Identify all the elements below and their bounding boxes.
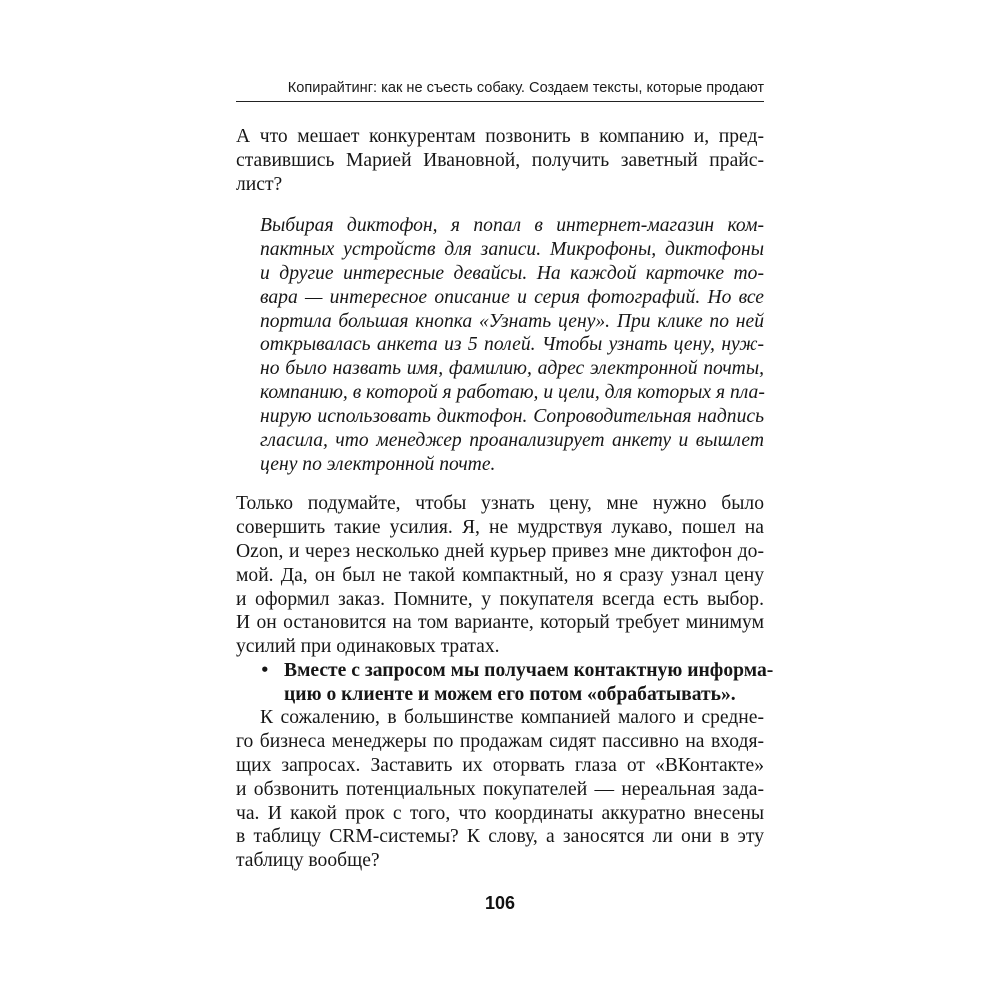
paragraph-3 [236, 706, 764, 873]
paragraph-line: совершить такие усилия. Я, не мудрствуя лукаво, пошел на [236, 516, 764, 538]
paragraph-line: го бизнеса менеджеры по продажам сидят пассивно на входя- [236, 730, 764, 752]
page-number: 106 [484, 893, 516, 913]
paragraph-line: в таблицу CRM-системы? К слову, а заносятся ли они в эту [236, 826, 764, 848]
paragraph-line: таблицу вообще? [236, 850, 380, 872]
paragraph-line: ставившись Марией Ивановной, получить заветный прайс- [236, 149, 764, 171]
quote-line: портила большая кнопка «Узнать цену». При клике по ней [260, 310, 764, 332]
bullet-line: Вместе с запросом мы получаем контактную информа- [284, 660, 774, 681]
bullet-dot-icon: • [260, 661, 270, 679]
quote-line: нирую использовать диктофон. Сопроводительная надпись [260, 406, 764, 428]
paragraph-line: А что мешает конкурентам позвонить в компанию и, пред- [236, 126, 764, 147]
paragraph-line: лист? [236, 173, 283, 195]
quote-line: Выбирая диктофон, я попал в интернет-магазин ком- [260, 215, 764, 236]
paragraph-line: Только подумайте, чтобы узнать цену, мне нужно было [236, 493, 764, 514]
paragraph-line: усилий при одинаковых тратах. [236, 636, 500, 658]
paragraph-line: мой. Да, он был не такой компактный, но я сразу узнал цену [236, 564, 764, 586]
header-rule [236, 101, 764, 102]
paragraph-line: и обзвонить потенциальных покупателей — нереальная зада- [236, 778, 764, 800]
paragraph-line: Ozon, и через несколько дней курьер привез мне диктофон до- [236, 540, 764, 562]
quote-line: и другие интересные девайсы. На каждой карточке то- [260, 262, 764, 284]
paragraph-line: щих запросах. Заставить их оторвать глаза от «ВКонтакте» [236, 754, 764, 776]
quote-line: пактных устройств для записи. Микрофоны, диктофоны [260, 238, 764, 260]
quote-line: компанию, в которой я работаю, и цели, для которых я пла- [260, 382, 765, 404]
paragraph-line: ча. И какой прок с того, что координаты аккуратно внесены [236, 802, 764, 824]
quote-line: цену по электронной почте. [260, 453, 496, 475]
quote-block [260, 214, 764, 477]
quote-line: гласила, что менеджер проанализирует анкету и вышлет [260, 430, 764, 452]
paragraph-2 [236, 492, 764, 659]
quote-line: но было назвать имя, фамилию, адрес электронной почты, [260, 358, 764, 380]
paragraph-line: К сожалению, в большинстве компанией малого и средне- [260, 707, 764, 728]
paragraph-1 [236, 125, 764, 197]
quote-line: открывалась анкета из 5 полей. Чтобы узнать цену, нуж- [260, 334, 764, 356]
running-head: Копирайтинг: как не съесть собаку. Создаем тексты, которые продают [287, 80, 764, 96]
paragraph-line: и оформил заказ. Помните, у покупателя всегда есть выбор. [236, 588, 764, 610]
bullet-line: цию о клиенте и можем его потом «обрабатывать». [284, 683, 736, 705]
bullet-text [284, 659, 774, 707]
quote-line: вара — интересное описание и серия фотографий. Но все [260, 286, 764, 308]
paragraph-line: И он остановится на том варианте, который требует минимум [236, 612, 764, 634]
